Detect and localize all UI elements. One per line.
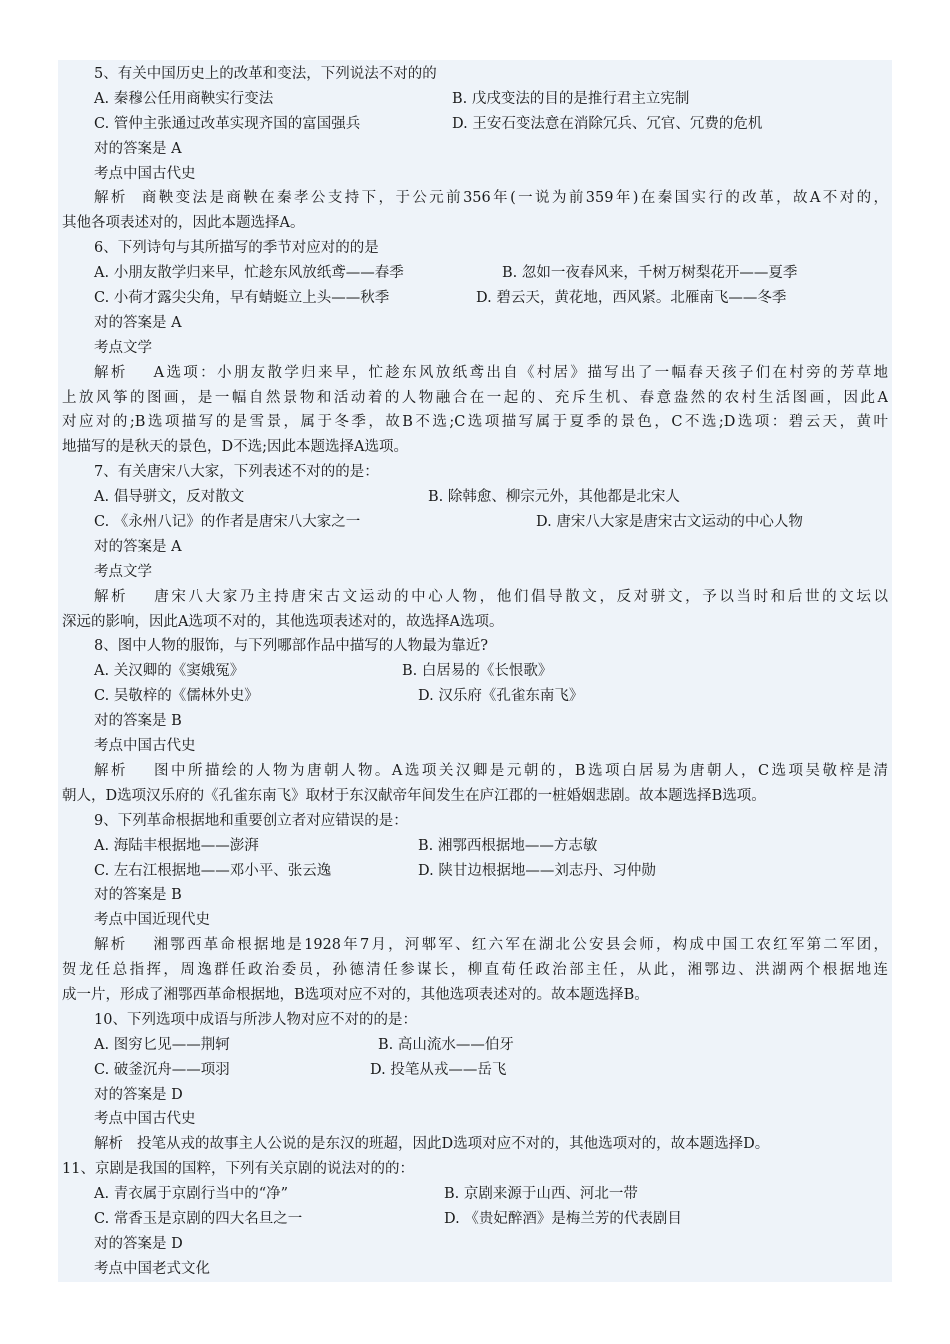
q6-option-c: C. 小荷才露尖尖角，早有蜻蜓立上头——秋季 <box>94 290 390 307</box>
q5-explanation-cont: 其他各项表述对的，因此本题选择A。 <box>62 215 305 232</box>
q8-answer: 对的答案是 B <box>94 713 182 730</box>
q9-option-c: C. 左右江根据地——邓小平、张云逸 <box>94 862 332 879</box>
q5-topic: 考点中国古代史 <box>94 165 196 182</box>
q10-option-c: C. 破釜沉舟——项羽 <box>94 1061 230 1078</box>
q10-answer: 对的答案是 D <box>94 1086 183 1103</box>
q6-stem: 6、下列诗句与其所描写的季节对应对的的是 <box>94 240 379 257</box>
q8-explanation-line <box>62 759 888 784</box>
q9-stem: 9、下列革命根据地和重要创立者对应错误的是： <box>94 812 408 829</box>
q11-options-ab <box>62 1182 888 1207</box>
q5-explanation-line <box>62 186 888 211</box>
q11-option-d: D. 《贵妃醉酒》是梅兰芳的代表剧目 <box>444 1210 682 1227</box>
q6-explanation-text: A选项：小朋友散学归来早，忙趁东风放纸鸢出自《村居》描写出了一幅春天孩子们在村旁的芳草地 <box>153 364 888 381</box>
q5-option-c: C. 管仲主张通过改革实现齐国的富国强兵 <box>94 115 361 132</box>
q8-stem: 8、图中人物的服饰，与下列哪部作品中描写的人物最为靠近? <box>94 638 488 655</box>
q11-option-a: A. 青衣属于京剧行当中的“净” <box>94 1186 289 1203</box>
q6-option-a: A. 小朋友散学归来早，忙趁东风放纸鸢——春季 <box>94 265 404 282</box>
q6-explanation-cont-2: 对应对的;B选项描写的是雪景，属于冬季，故B不选;C选项描写属于夏季的景色，C不选;D选项：碧云天，黄叶 <box>62 414 888 431</box>
q8-topic: 考点中国古代史 <box>94 738 196 755</box>
q6-explanation-cont-1: 上放风筝的图画，是一幅自然景物和活动着的人物融合在一起的、充斥生机、春意盎然的农村生活图画，因此A <box>62 389 888 406</box>
q10-stem: 10、下列选项中成语与所涉人物对应不对的的是： <box>94 1011 417 1028</box>
q9-option-b: B. 湘鄂西根据地——方志敏 <box>418 837 598 854</box>
q9-options-ab <box>62 834 888 859</box>
q11-answer: 对的答案是 D <box>94 1235 183 1252</box>
q5-answer: 对的答案是 A <box>94 140 182 157</box>
q6-answer: 对的答案是 A <box>94 314 182 331</box>
q7-option-d: D. 唐宋八大家是唐宋古文运动的中心人物 <box>536 514 803 531</box>
q11-topic: 考点中国老式文化 <box>94 1260 210 1277</box>
q6-options-cd <box>62 286 888 311</box>
q9-explanation-line <box>62 933 888 958</box>
q9-explanation-label: 解析 <box>94 937 128 954</box>
q10-option-a: A. 图穷匕见——荆轲 <box>94 1036 230 1053</box>
q5-stem: 5、有关中国历史上的改革和变法，下列说法不对的的 <box>94 66 437 82</box>
q9-explanation-cont-1: 贺龙任总指挥，周逸群任政治委员，孙德清任参谋长，柳直荀任政治部主任，从此，湘鄂边、洪湖两个根据地连 <box>62 962 888 979</box>
q8-explanation-text: 图中所描绘的人物为唐朝人物。A选项关汉卿是元朝的，B选项白居易为唐朝人，C选项吴敬梓是清 <box>154 762 888 779</box>
q9-explanation-cont-2: 成一片，形成了湘鄂西革命根据地，B选项对应不对的，其他选项表述对的。故本题选择B。 <box>62 986 649 1003</box>
q8-options-ab <box>62 659 888 684</box>
q8-explanation-label: 解析 <box>94 762 128 779</box>
q7-options-ab <box>62 485 888 510</box>
q8-option-c: C. 吴敬梓的《儒林外史》 <box>94 688 259 705</box>
q5-explanation-label: 解析 <box>94 190 128 207</box>
q5-option-a: A. 秦穆公任用商鞅实行变法 <box>94 90 274 107</box>
q9-topic: 考点中国近现代史 <box>94 912 210 929</box>
q10-option-d: D. 投笔从戎——岳飞 <box>370 1061 507 1078</box>
q6-explanation-cont-3: 地描写的是秋天的景色，D不选;因此本题选择A选项。 <box>62 439 408 456</box>
q5-options-ab <box>62 87 888 112</box>
q8-option-d: D. 汉乐府《孔雀东南飞》 <box>418 688 584 705</box>
q6-explanation-label: 解析 <box>94 364 128 381</box>
q7-explanation-cont: 深远的影响，因此A选项不对的，其他选项表述对的，故选择A选项。 <box>62 613 504 630</box>
q6-options-ab <box>62 261 888 286</box>
q11-stem: 11、京剧是我国的国粹，下列有关京剧的说法对的的： <box>62 1161 414 1178</box>
q10-options-ab <box>62 1033 888 1058</box>
q11-options-cd <box>62 1207 888 1232</box>
q7-stem: 7、有关唐宋八大家，下列表述不对的的是： <box>94 464 379 481</box>
q11-option-c: C. 常香玉是京剧的四大名旦之一 <box>94 1210 303 1227</box>
q9-option-d: D. 陕甘边根据地——刘志丹、习仲勋 <box>418 862 656 879</box>
q5-options-cd <box>62 112 888 137</box>
q10-topic: 考点中国古代史 <box>94 1111 196 1128</box>
q10-explanation-text: 投笔从戎的故事主人公说的是东汉的班超，因此D选项对应不对的，其他选项对的，故本题选择D。 <box>137 1136 770 1153</box>
document-page <box>58 60 892 1282</box>
q7-options-cd <box>62 510 888 535</box>
q7-explanation-line <box>62 585 888 610</box>
q7-answer: 对的答案是 A <box>94 538 182 555</box>
q7-option-c: C. 《永州八记》的作者是唐宋八大家之一 <box>94 514 361 531</box>
q8-option-a: A. 关汉卿的《窦娥冤》 <box>94 663 245 680</box>
q10-option-b: B. 高山流水——伯牙 <box>378 1036 514 1053</box>
q9-option-a: A. 海陆丰根据地——澎湃 <box>94 837 259 854</box>
q7-option-a: A. 倡导骈文，反对散文 <box>94 489 245 506</box>
q6-option-d: D. 碧云天，黄花地，西风紧。北雁南飞——冬季 <box>476 290 787 307</box>
q11-option-b: B. 京剧来源于山西、河北一带 <box>444 1186 638 1203</box>
q5-option-d: D. 王安石变法意在消除冗兵、冗官、冗费的危机 <box>452 115 763 132</box>
q8-options-cd <box>62 684 888 709</box>
q10-explanation-label: 解析 <box>94 1136 123 1153</box>
q7-explanation-text: 唐宋八大家乃主持唐宋古文运动的中心人物，他们倡导散文，反对骈文，予以当时和后世的文坛以 <box>154 588 888 605</box>
q9-answer: 对的答案是 B <box>94 887 182 904</box>
q7-explanation-label: 解析 <box>94 588 129 605</box>
q10-options-cd <box>62 1058 888 1083</box>
q6-topic: 考点文学 <box>94 339 152 356</box>
q8-explanation-cont: 朝人，D选项汉乐府的《孔雀东南飞》取材于东汉献帝年间发生在庐江郡的一桩婚姻悲剧。故本题选择B选项。 <box>62 787 766 804</box>
q9-options-cd <box>62 859 888 884</box>
q10-explanation-line <box>62 1132 888 1157</box>
q5-explanation-text: 商鞅变法是商鞅在秦孝公支持下，于公元前356年(一说为前359年)在秦国实行的改革，故A不对的， <box>141 190 888 207</box>
q6-explanation-line <box>62 361 888 386</box>
q7-option-b: B. 除韩愈、柳宗元外，其他都是北宋人 <box>428 489 680 506</box>
q8-option-b: B. 白居易的《长恨歌》 <box>402 663 553 680</box>
q7-topic: 考点文学 <box>94 563 152 580</box>
q5-option-b: B. 戊戌变法的目的是推行君主立宪制 <box>452 90 690 107</box>
q9-explanation-text: 湘鄂西革命根据地是1928年7月，河郫军、红六军在湖北公安县会师，构成中国工农红军第二军团， <box>153 937 888 954</box>
q6-option-b: B. 忽如一夜春风来，千树万树梨花开——夏季 <box>502 265 798 282</box>
